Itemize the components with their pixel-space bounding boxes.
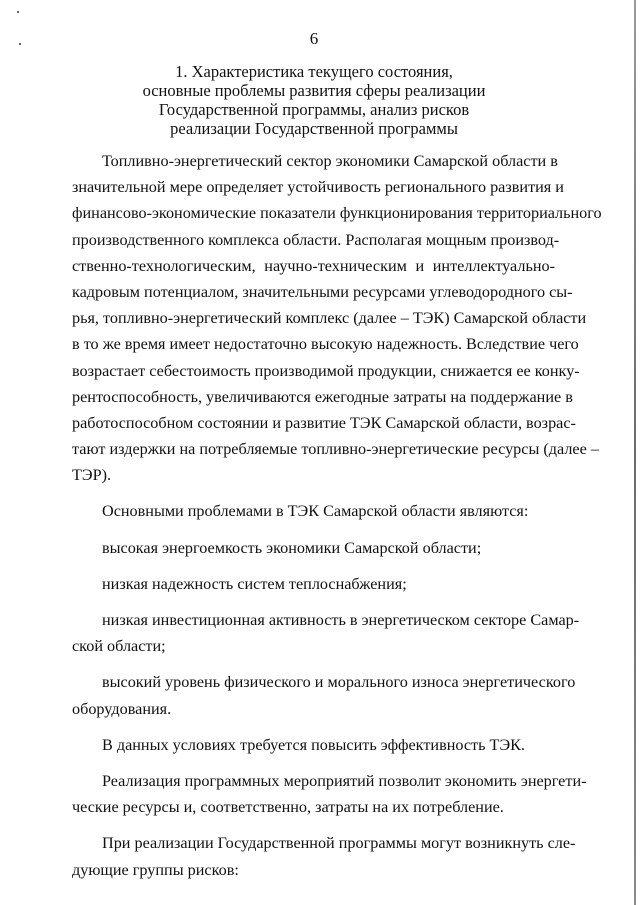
text-line: низкая надежность систем теплоснабжения; — [102, 574, 407, 593]
scan-speck — [17, 11, 19, 13]
paragraph-program-measures — [72, 768, 587, 820]
heading-line: основные проблемы развития сферы реализации — [142, 81, 486, 100]
text-line: низкая инвестиционная активность в энергетическом секторе Самар- — [102, 611, 580, 629]
text-line: ческие ресурсы и, соответственно, затраты на их потребление. — [72, 798, 504, 817]
list-item-energy-intensity — [72, 535, 555, 561]
paragraph-efficiency — [72, 732, 555, 758]
text-line: дующие группы рисков: — [72, 860, 239, 879]
text-line: ственно-технологическим, научно-техническим и интеллектуально- — [72, 256, 555, 275]
text-line: работоспособном состоянии и развитие ТЭК Самарской области, возрас- — [72, 413, 576, 432]
text-line: производственного комплекса области. Располагая мощным производ- — [72, 230, 560, 249]
text-line: тают издержки на потребляемые топливно-энергетические ресурсы (далее – — [72, 440, 599, 459]
text-line: рья, топливно-энергетический комплекс (далее – ТЭК) Самарской области — [72, 309, 587, 328]
heading-line: Государственной программы, анализ рисков — [158, 100, 470, 119]
page-number: 6 — [309, 29, 319, 48]
text-line: Реализация программных мероприятий позволит экономить энергети- — [102, 771, 587, 790]
page-edge — [634, 0, 636, 905]
text-line: Основными проблемами в ТЭК Самарской области являются: — [102, 502, 529, 521]
list-item-equipment-wear — [72, 669, 576, 721]
list-item-investment — [72, 607, 580, 659]
text-line: финансово-экономические показатели функционирования территориального — [72, 204, 602, 223]
text-line: В данных условиях требуется повысить эффективность ТЭК. — [102, 735, 525, 754]
list-item-heat-supply — [72, 571, 555, 597]
heading-line: реализации Государственной программы — [170, 119, 458, 138]
paragraph-sector-overview — [72, 148, 602, 488]
text-line: ской области; — [72, 637, 166, 656]
heading-line: 1. Характеристика текущего состояния, — [175, 62, 453, 81]
paragraph-problems-intro — [72, 498, 555, 524]
text-line: Топливно-энергетический сектор экономики Самарской области в — [102, 152, 558, 170]
section-heading — [0, 62, 628, 138]
text-line: значительной мере определяет устойчивость регионального развития и — [72, 178, 564, 197]
body-text — [72, 148, 602, 883]
text-line: При реализации Государственной программы могут возникнуть сле- — [102, 834, 576, 853]
text-line: высокая энергоемкость экономики Самарской области; — [102, 538, 482, 557]
text-line: рентоспособность, увеличиваются ежегодные затраты на поддержание в — [72, 387, 573, 406]
text-line: ТЭР). — [72, 466, 112, 485]
text-line: в то же время имеет недостаточно высокую надежность. Вследствие чего — [72, 335, 579, 354]
text-line: возрастает себестоимость производимой продукции, снижается ее конку- — [72, 361, 580, 380]
text-line: высокий уровень физического и морального износа энергетического — [102, 673, 576, 692]
text-line: оборудования. — [72, 699, 172, 718]
text-line: кадровым потенциалом, значительными ресурсами углеводородного сы- — [72, 282, 573, 301]
paragraph-risks — [72, 830, 576, 882]
